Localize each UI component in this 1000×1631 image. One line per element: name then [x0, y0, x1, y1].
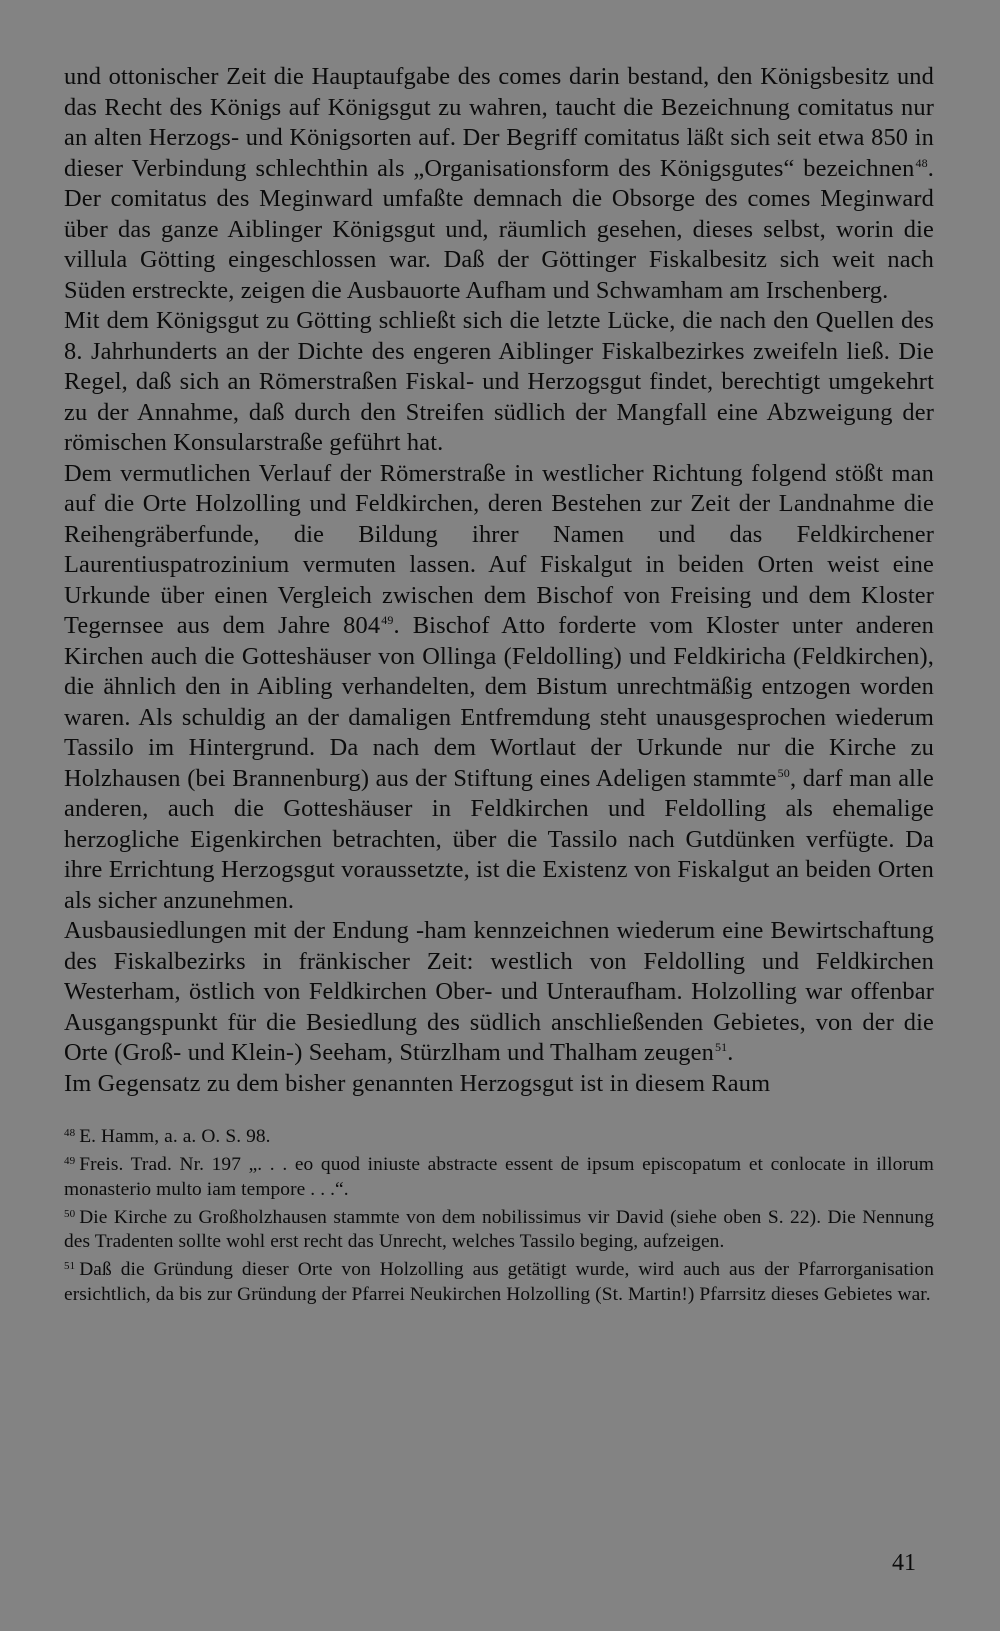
paragraph-3-text-c: , darf man alle anderen, auch die Gotteshäuser in Feldkirchen und Feldolling als ehemalige herzogliche Eigenkirchen betrachten, über die Tassilo nach Gutdünken verfügte. Da ihre Errichtung Herzogsgut voraussetzte, ist die Existenz von Fiskalgut an beiden Orten als sicher anzunehmen.: [64, 764, 934, 914]
footnote-number: 49: [64, 1155, 76, 1168]
footnote-48: [64, 1121, 934, 1149]
footnote-50: [64, 1202, 934, 1255]
paragraph-3: [64, 459, 934, 917]
footnote-number: 50: [64, 1207, 76, 1220]
paragraph-3-text-a: Dem vermutlichen Verlauf der Römerstraße in westlicher Richtung folgend stößt man auf die Orte Holzolling und Feldkirchen, deren Bestehen zur Zeit der Landnahme die Reihengräberfunde, die Bildung ihrer Namen und das Feldkirchener Laurentiuspatrozinium vermuten lassen. Auf Fiskalgut in beiden Orten weist eine Urkunde über einen Vergleich zwischen dem Bischof von Freising und dem Kloster Tegernsee aus dem Jahre 804: [64, 459, 934, 639]
footnote-text: Freis. Trad. Nr. 197 „. . . eo quod iniuste abstracte essent de ipsum episcopatum et conlocate in illorum monasterio multo iam tempore . . .“.: [64, 1154, 934, 1200]
footnote-ref-51: 51: [714, 1040, 728, 1054]
footnote-number: 48: [64, 1127, 76, 1139]
paragraph-4-text-a: Ausbausiedlungen mit der Endung -ham kennzeichnen wiederum eine Bewirtschaftung des Fiskalbezirks in fränkischer Zeit: westlich von Feldolling und Feldkirchen Westerham, östlich von Feldkirchen Ober- und Unteraufham. Holzolling war offenbar Ausgangspunkt für die Besiedlung des südlich anschließenden Gebietes, von der die Orte (Groß- und Klein-) Seeham, Stürzlham und Thalham zeugen: [64, 917, 934, 1066]
paragraph-3-text-b: . Bischof Atto forderte vom Kloster unter anderen Kirchen auch die Gotteshäuser von Ollinga (Feldolling) und Feldkiricha (Feldkirchen), die ähnlich den in Aibling verhandelten, dem Bistum unrechtmäßig entzogen worden waren. Als schuldig an der damaligen Entfremdung steht unausgesprochen wiederum Tassilo im Hintergrund. Da nach dem Wortlaut der Urkunde nur die Kirche zu Holzhausen (bei Brannenburg) aus der Stiftung eines Adeligen stammte: [64, 612, 934, 792]
footnote-ref-49: 49: [381, 613, 394, 627]
paragraph-1-text-b: . Der comitatus des Meginward umfaßte demnach die Obsorge des comes Meginward über das ganze Aiblinger Königsgut und, räumlich gesehen, dieses selbst, worin die villula Götting eingeschlossen war. Daß der Göttinger Fiskalbesitz sich weit nach Süden erstreckte, zeigen die Ausbauorte Aufham und Schwamham am Irschenberg.: [64, 154, 934, 304]
footnote-51: [64, 1254, 934, 1307]
paragraph-4: [64, 916, 934, 1069]
footnote-ref-48: 48: [915, 155, 928, 170]
footnotes: [64, 1121, 934, 1307]
footnote-separator: [64, 1099, 934, 1121]
page-number: 41: [892, 1550, 916, 1576]
footnote-text: E. Hamm, a. a. O. S. 98.: [79, 1126, 271, 1147]
paragraph-4-text-b: .: [727, 1039, 734, 1066]
paragraph-1-text-a: und ottonischer Zeit die Hauptaufgabe des comes darin bestand, den Königsbesitz und das Recht des Königs auf Königsgut zu wahren, taucht die Bezeichnung comitatus nur an alten Herzogs- und Königsorten auf. Der Begriff comitatus läßt sich seit etwa 850 in dieser Verbindung schlechthin als „Organisationsform des Königsgutes“ bezeichnen: [64, 63, 934, 182]
footnote-text: Daß die Gründung dieser Orte von Holzolling aus getätigt wurde, wird auch aus der Pfarrorganisation ersichtlich, da bis zur Gründung der Pfarrei Neukirchen Holzolling (St. Martin!) Pfarrsitz dieses Gebietes war.: [64, 1259, 934, 1305]
main-text: [64, 62, 934, 1099]
paragraph-1: [64, 62, 934, 306]
book-page: [64, 62, 934, 1307]
footnote-number: 51: [64, 1260, 76, 1273]
footnote-49: [64, 1149, 934, 1202]
paragraph-5: Im Gegensatz zu dem bisher genannten Herzogsgut ist in diesem Raum: [64, 1069, 771, 1097]
footnote-ref-50: 50: [777, 765, 790, 780]
paragraph-2: Mit dem Königsgut zu Götting schließt sich die letzte Lücke, die nach den Quellen des 8. Jahrhunderts an der Dichte des engeren Aiblinger Fiskalbezirkes zweifeln ließ. Die Regel, daß sich an Römerstraßen Fiskal- und Herzogsgut findet, berechtigt umgekehrt zu der Annahme, daß durch den Streifen südlich der Mangfall eine Abzweigung der römischen Konsularstraße geführt hat.: [64, 307, 934, 456]
footnote-text: Die Kirche zu Großholzhausen stammte von dem nobilissimus vir David (siehe oben S. 22). Die Nennung des Tradenten sollte wohl erst recht das Unrecht, welches Tassilo beging, aufzeigen.: [64, 1206, 934, 1253]
